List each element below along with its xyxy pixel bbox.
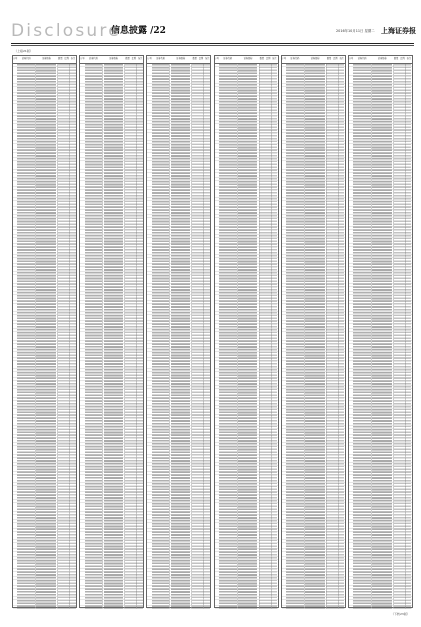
table-header-cell: 数量 xyxy=(326,57,332,61)
table-header-cell: 序号 xyxy=(147,57,152,61)
table-values xyxy=(326,64,344,609)
table-header-cell: 数量 xyxy=(259,57,265,61)
header-rule-thick xyxy=(11,43,414,44)
table-header-cell: 证券简称 xyxy=(377,57,387,61)
table-header-cell: 备注 xyxy=(70,57,76,61)
table-header-cell: 证券代码 xyxy=(223,57,233,61)
table-header-row xyxy=(147,56,210,64)
table-header-cell: 备注 xyxy=(406,57,411,61)
table-header-cell: 数量 xyxy=(192,57,197,61)
issue-date: 2016年10月11日 星期二 xyxy=(336,29,375,33)
table-body xyxy=(13,64,76,609)
table-header-cell: 备注 xyxy=(137,57,143,61)
table-header-cell: 比例 xyxy=(198,57,204,61)
table-header-cell: 比例 xyxy=(131,57,136,61)
section-word: Disclosure xyxy=(11,21,121,41)
table-header-row xyxy=(215,56,278,64)
table-header-cell: 序号 xyxy=(13,57,18,61)
table-header-cell: 证券简称 xyxy=(109,57,118,61)
table-header-cell: 序号 xyxy=(281,57,287,61)
table-header-cell: 证券简称 xyxy=(310,57,320,61)
table-body xyxy=(349,64,412,609)
table-header-row xyxy=(282,56,345,64)
table-header-cell: 序号 xyxy=(348,57,354,61)
table-header-cell: 证券代码 xyxy=(21,57,31,61)
table-header-cell: 数量 xyxy=(125,57,130,61)
table-header-cell: 证券简称 xyxy=(243,57,253,61)
table-values xyxy=(58,64,76,609)
table-header-cell: 证券代码 xyxy=(156,57,165,61)
masthead xyxy=(0,0,421,46)
table-header-cell: 备注 xyxy=(339,57,344,61)
table-column xyxy=(214,55,279,608)
table-body xyxy=(147,64,210,609)
table-header-cell: 序号 xyxy=(214,57,219,61)
section-title: 信息披露 /22 xyxy=(111,26,166,36)
newspaper-logo: 上海证券报 xyxy=(381,26,416,35)
table-header-cell: 比例 xyxy=(265,57,271,61)
table-column xyxy=(12,55,77,608)
table-header-cell: 数量 xyxy=(58,57,63,61)
table-values xyxy=(259,64,277,609)
continued-to-label: （下转23版） xyxy=(391,612,410,616)
table-header-cell: 证券简称 xyxy=(176,57,186,61)
table-values xyxy=(192,64,210,609)
table-header-row xyxy=(349,56,412,64)
table-header-cell: 备注 xyxy=(272,57,277,61)
table-header-cell: 备注 xyxy=(205,57,210,61)
table-column xyxy=(348,55,413,608)
table-body xyxy=(80,64,143,609)
table-column xyxy=(281,55,346,608)
table-header-cell: 证券代码 xyxy=(89,57,98,61)
table-values xyxy=(394,64,412,609)
table-values xyxy=(125,64,143,609)
table-body xyxy=(282,64,345,609)
table-column xyxy=(146,55,211,608)
table-header-cell: 比例 xyxy=(333,57,338,61)
table-header-cell: 比例 xyxy=(64,57,69,61)
continued-from-label: （上接21版） xyxy=(14,49,33,53)
table-header-cell: 证券代码 xyxy=(290,57,300,61)
table-header-cell: 证券代码 xyxy=(357,57,367,61)
table-column xyxy=(79,55,144,608)
table-header-cell: 比例 xyxy=(400,57,405,61)
table-header-cell: 序号 xyxy=(80,57,85,61)
table-header-cell: 证券简称 xyxy=(42,57,51,61)
table-body xyxy=(215,64,278,609)
table-header-row xyxy=(13,56,76,64)
table-header-cell: 数量 xyxy=(393,57,399,61)
table-header-row xyxy=(80,56,143,64)
